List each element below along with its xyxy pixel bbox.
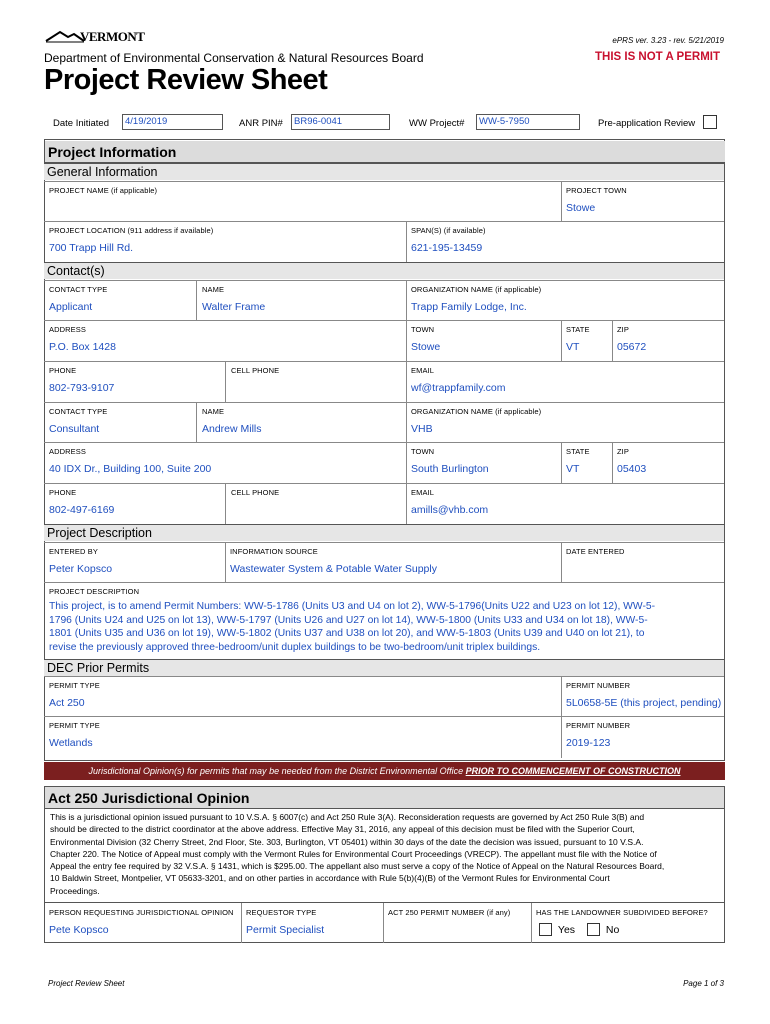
permit-row-2 bbox=[44, 716, 724, 757]
permit-number-value[interactable]: 5L0658-5E (this project, pending) bbox=[566, 697, 722, 709]
town-cell[interactable] bbox=[407, 443, 562, 484]
town-label: TOWN bbox=[411, 325, 435, 334]
act250-line: should be directed to the district coordinator at the above address. Effective May 31, 2016, any appeal of this decision must be filed with the Superior Court, bbox=[50, 824, 635, 835]
contact-org-label: ORGANIZATION NAME (if applicable) bbox=[411, 285, 542, 294]
banner-emphasis: PRIOR TO COMMENCEMENT OF CONSTRUCTION bbox=[465, 766, 681, 776]
preapp-checkbox[interactable] bbox=[703, 115, 717, 129]
state-value: VT bbox=[566, 463, 580, 475]
contact-1-row-2 bbox=[44, 320, 724, 361]
subdivided-options bbox=[539, 923, 619, 936]
permit-type-cell[interactable] bbox=[44, 717, 562, 758]
permit-type-cell[interactable] bbox=[44, 677, 562, 717]
contact-1-row-3 bbox=[44, 361, 724, 401]
permit-type-label: PERMIT TYPE bbox=[49, 681, 100, 690]
project-name-cell[interactable] bbox=[44, 182, 562, 222]
span-label: SPAN(S) (if available) bbox=[411, 226, 486, 235]
project-name-label: PROJECT NAME (if applicable) bbox=[49, 186, 158, 195]
permit-number-value[interactable]: 2019-123 bbox=[566, 737, 611, 749]
address-label: ADDRESS bbox=[49, 447, 86, 456]
project-description-heading: Project Description bbox=[44, 524, 724, 541]
contact-type-label: CONTACT TYPE bbox=[49, 285, 108, 294]
act250-line: Chapter 220. The Notice of Appeal must comply with the Vermont Rules for Environmental Court Proceedings (VRECP). The appellant must file with the Notice of bbox=[50, 848, 657, 859]
date-entered-label: DATE ENTERED bbox=[566, 547, 625, 556]
contact-type-cell[interactable] bbox=[44, 403, 197, 443]
banner-text: Jurisdictional Opinion(s) for permits that may be needed from the District Environmental Office bbox=[88, 766, 466, 776]
subdivided-label: HAS THE LANDOWNER SUBDIVIDED BEFORE? bbox=[536, 908, 708, 917]
cell-phone-cell[interactable] bbox=[226, 362, 407, 402]
town-value: South Burlington bbox=[411, 463, 489, 475]
contact-2-row-2 bbox=[44, 442, 724, 483]
yes-label: Yes bbox=[557, 923, 576, 936]
email-value[interactable]: amills@vhb.com bbox=[411, 504, 489, 516]
act250-line: This is a jurisdictional opinion issued pursuant to 10 V.S.A. § 6007(c) and Act 250 Rule 3(A). Reconsideration requests are governed by Act 250 Rule 3(B) and bbox=[50, 812, 645, 822]
description-line: This project, is to amend Permit Numbers: WW-5-1786 (Units U3 and U4 on lot 2), WW-5-1796(Units U22 and U23 on lot 12), WW-5- bbox=[49, 601, 656, 612]
department-name: Department of Environmental Conservation & Natural Resources Board bbox=[44, 51, 424, 65]
cell-phone-label: CELL PHONE bbox=[231, 488, 280, 497]
info-source-label: INFORMATION SOURCE bbox=[230, 547, 318, 556]
span-value[interactable]: 621-195-13459 bbox=[411, 242, 483, 254]
permit-type-value: Act 250 bbox=[49, 697, 85, 709]
permit-type-value: Wetlands bbox=[49, 737, 93, 749]
email-value[interactable]: wf@trappfamily.com bbox=[411, 382, 506, 394]
contact-org-value[interactable]: VHB bbox=[411, 423, 433, 435]
footer-right: Page 1 of 3 bbox=[683, 979, 724, 988]
phone-label: PHONE bbox=[49, 488, 77, 497]
contact-org-label: ORGANIZATION NAME (if applicable) bbox=[411, 407, 542, 416]
entered-by-cell[interactable] bbox=[44, 543, 226, 583]
act250-body bbox=[50, 811, 664, 897]
contact-type-value: Applicant bbox=[49, 301, 93, 313]
zip-value[interactable]: 05403 bbox=[617, 463, 647, 475]
phone-value: 802-793-9107 bbox=[49, 382, 115, 394]
info-source-cell[interactable] bbox=[226, 543, 562, 583]
location-cell[interactable] bbox=[44, 222, 407, 262]
contact-name-cell[interactable] bbox=[197, 403, 407, 443]
act250-permit-number-label: ACT 250 PERMIT NUMBER (if any) bbox=[388, 908, 511, 917]
contact-name-label: NAME bbox=[202, 285, 225, 294]
email-label: EMAIL bbox=[411, 366, 435, 375]
project-description-text bbox=[49, 600, 655, 654]
contact-type-label: CONTACT TYPE bbox=[49, 407, 108, 416]
address-value: P.O. Box 1428 bbox=[49, 341, 116, 353]
phone-label: PHONE bbox=[49, 366, 77, 375]
not-permit-text: THIS IS NOT A PERMIT bbox=[594, 51, 720, 63]
ww-project-label: WW Project# bbox=[409, 118, 465, 129]
permit-number-label: PERMIT NUMBER bbox=[566, 681, 631, 690]
act250-heading: Act 250 Jurisdictional Opinion bbox=[45, 787, 724, 809]
requester-label: PERSON REQUESTING JURISDICTIONAL OPINION bbox=[49, 908, 234, 917]
address-cell[interactable] bbox=[44, 321, 407, 362]
town-value: Stowe bbox=[411, 341, 441, 353]
description-line: revise the previously approved three-bedroom/unit duplex buildings to be two-bedroom/unit triplex buildings. bbox=[49, 641, 541, 653]
address-cell[interactable] bbox=[44, 443, 407, 484]
yes-checkbox[interactable] bbox=[539, 923, 552, 936]
anr-pin-field[interactable]: BR96-0041 bbox=[291, 114, 390, 130]
description-line: 1796 (Units U24 and U25 on lot 13), WW-5-1797 (Units U26 and U27 on lot 14), WW-5-1800 (Units U33 and U34 on lot 18), WW-5- bbox=[49, 614, 648, 626]
act250-line: 10 Baldwin Street, Montpelier, VT 05633-3201, and on other parties in accordance with Rule 5(b)(4)(B) of the Vermont Rules for Environmental Court bbox=[50, 873, 610, 884]
contact-type-value: Consultant bbox=[49, 423, 100, 435]
contact-1-row-1 bbox=[44, 280, 724, 320]
address-label: ADDRESS bbox=[49, 325, 86, 334]
state-label: STATE bbox=[566, 325, 590, 334]
contact-name-value: Andrew Mills bbox=[202, 423, 262, 435]
vermont-logo bbox=[44, 28, 144, 44]
state-cell[interactable] bbox=[562, 443, 613, 484]
permit-number-label: PERMIT NUMBER bbox=[566, 721, 631, 730]
entered-by-value: Peter Kopsco bbox=[49, 563, 113, 575]
project-town-label: PROJECT TOWN bbox=[566, 186, 627, 195]
act250-line: Environmental Division (32 Cherry Street, 2nd Floor, Ste. 303, Burlington, VT 05401) within 30 days of the date the decision was issued, pursuant to 10 V.S.A. bbox=[50, 836, 644, 847]
cell-phone-cell[interactable] bbox=[226, 484, 407, 524]
town-cell[interactable] bbox=[407, 321, 562, 362]
requester-cell[interactable] bbox=[44, 903, 242, 943]
general-row-1 bbox=[44, 181, 724, 221]
version-text: ePRS ver. 3.23 - rev. 5/21/2019 bbox=[612, 36, 724, 45]
zip-label: ZIP bbox=[617, 447, 629, 456]
contact-2-row-1 bbox=[44, 402, 724, 442]
contact-name-label: NAME bbox=[202, 407, 225, 416]
phone-cell[interactable] bbox=[44, 484, 226, 524]
description-line: 1801 (Units U35 and U36 on lot 19), WW-5-1802 (Units U37 and U38 on lot 20), and WW-5-1803 (Units U39 and U40 on lot 21), to bbox=[49, 628, 645, 639]
date-initiated-field[interactable]: 4/19/2019 bbox=[122, 114, 223, 130]
state-label: STATE bbox=[566, 447, 590, 456]
prior-permits-heading: DEC Prior Permits bbox=[44, 659, 724, 676]
description-row-1 bbox=[44, 542, 724, 582]
email-label: EMAIL bbox=[411, 488, 435, 497]
jurisdictional-banner bbox=[44, 762, 725, 780]
contact-type-cell[interactable] bbox=[44, 281, 197, 321]
logo-text: VERMONT bbox=[80, 29, 145, 44]
ww-project-field[interactable]: WW-5-7950 bbox=[476, 114, 580, 130]
town-label: TOWN bbox=[411, 447, 435, 456]
project-info-heading: Project Information bbox=[45, 141, 725, 163]
contact-2-row-3 bbox=[44, 483, 724, 523]
permit-row-1 bbox=[44, 676, 724, 716]
requester-type-value: Permit Specialist bbox=[246, 924, 325, 936]
contact-name-cell[interactable] bbox=[197, 281, 407, 321]
phone-cell[interactable] bbox=[44, 362, 226, 402]
act250-line: Proceedings. bbox=[50, 885, 100, 896]
info-source-value: Wastewater System & Potable Water Supply bbox=[230, 563, 437, 575]
cell-phone-label: CELL PHONE bbox=[231, 366, 280, 375]
requester-type-cell[interactable] bbox=[242, 903, 384, 943]
project-description-label: PROJECT DESCRIPTION bbox=[49, 587, 140, 596]
no-label: No bbox=[605, 923, 620, 936]
project-town-value[interactable]: Stowe bbox=[566, 202, 596, 214]
contact-org-value[interactable]: Trapp Family Lodge, Inc. bbox=[411, 301, 527, 313]
zip-label: ZIP bbox=[617, 325, 629, 334]
description-row-2[interactable] bbox=[44, 582, 724, 658]
act250-fields-row bbox=[44, 902, 724, 942]
act250-line: Appeal the entry fee required by 32 V.S.A. § 1431, which is $295.00. The appellant also must serve a copy of the Notice of Appeal on the Natural Resources Board, bbox=[50, 861, 665, 872]
act250-permit-number-cell[interactable] bbox=[384, 903, 532, 943]
permit-type-label: PERMIT TYPE bbox=[49, 721, 100, 730]
no-checkbox[interactable] bbox=[587, 923, 600, 936]
requester-value: Pete Kopsco bbox=[49, 924, 109, 936]
state-cell[interactable] bbox=[562, 321, 613, 362]
requester-type-label: REQUESTOR TYPE bbox=[246, 908, 317, 917]
general-row-2 bbox=[44, 221, 724, 261]
contacts-heading: Contact(s) bbox=[44, 262, 724, 279]
contact-name-value: Walter Frame bbox=[202, 301, 266, 313]
footer-left: Project Review Sheet bbox=[48, 979, 125, 988]
location-value: 700 Trapp Hill Rd. bbox=[49, 242, 134, 254]
address-value: 40 IDX Dr., Building 100, Suite 200 bbox=[49, 463, 212, 475]
zip-value[interactable]: 05672 bbox=[617, 341, 647, 353]
page-title: Project Review Sheet bbox=[44, 64, 328, 96]
location-label: PROJECT LOCATION (911 address if available) bbox=[49, 226, 214, 235]
date-initiated-label: Date Initiated bbox=[53, 118, 109, 129]
preapp-label: Pre-application Review bbox=[598, 118, 696, 129]
anr-pin-label: ANR PIN# bbox=[239, 118, 283, 129]
general-info-heading: General Information bbox=[44, 163, 724, 180]
phone-value: 802-497-6169 bbox=[49, 504, 115, 516]
state-value: VT bbox=[566, 341, 580, 353]
entered-by-label: ENTERED BY bbox=[49, 547, 98, 556]
